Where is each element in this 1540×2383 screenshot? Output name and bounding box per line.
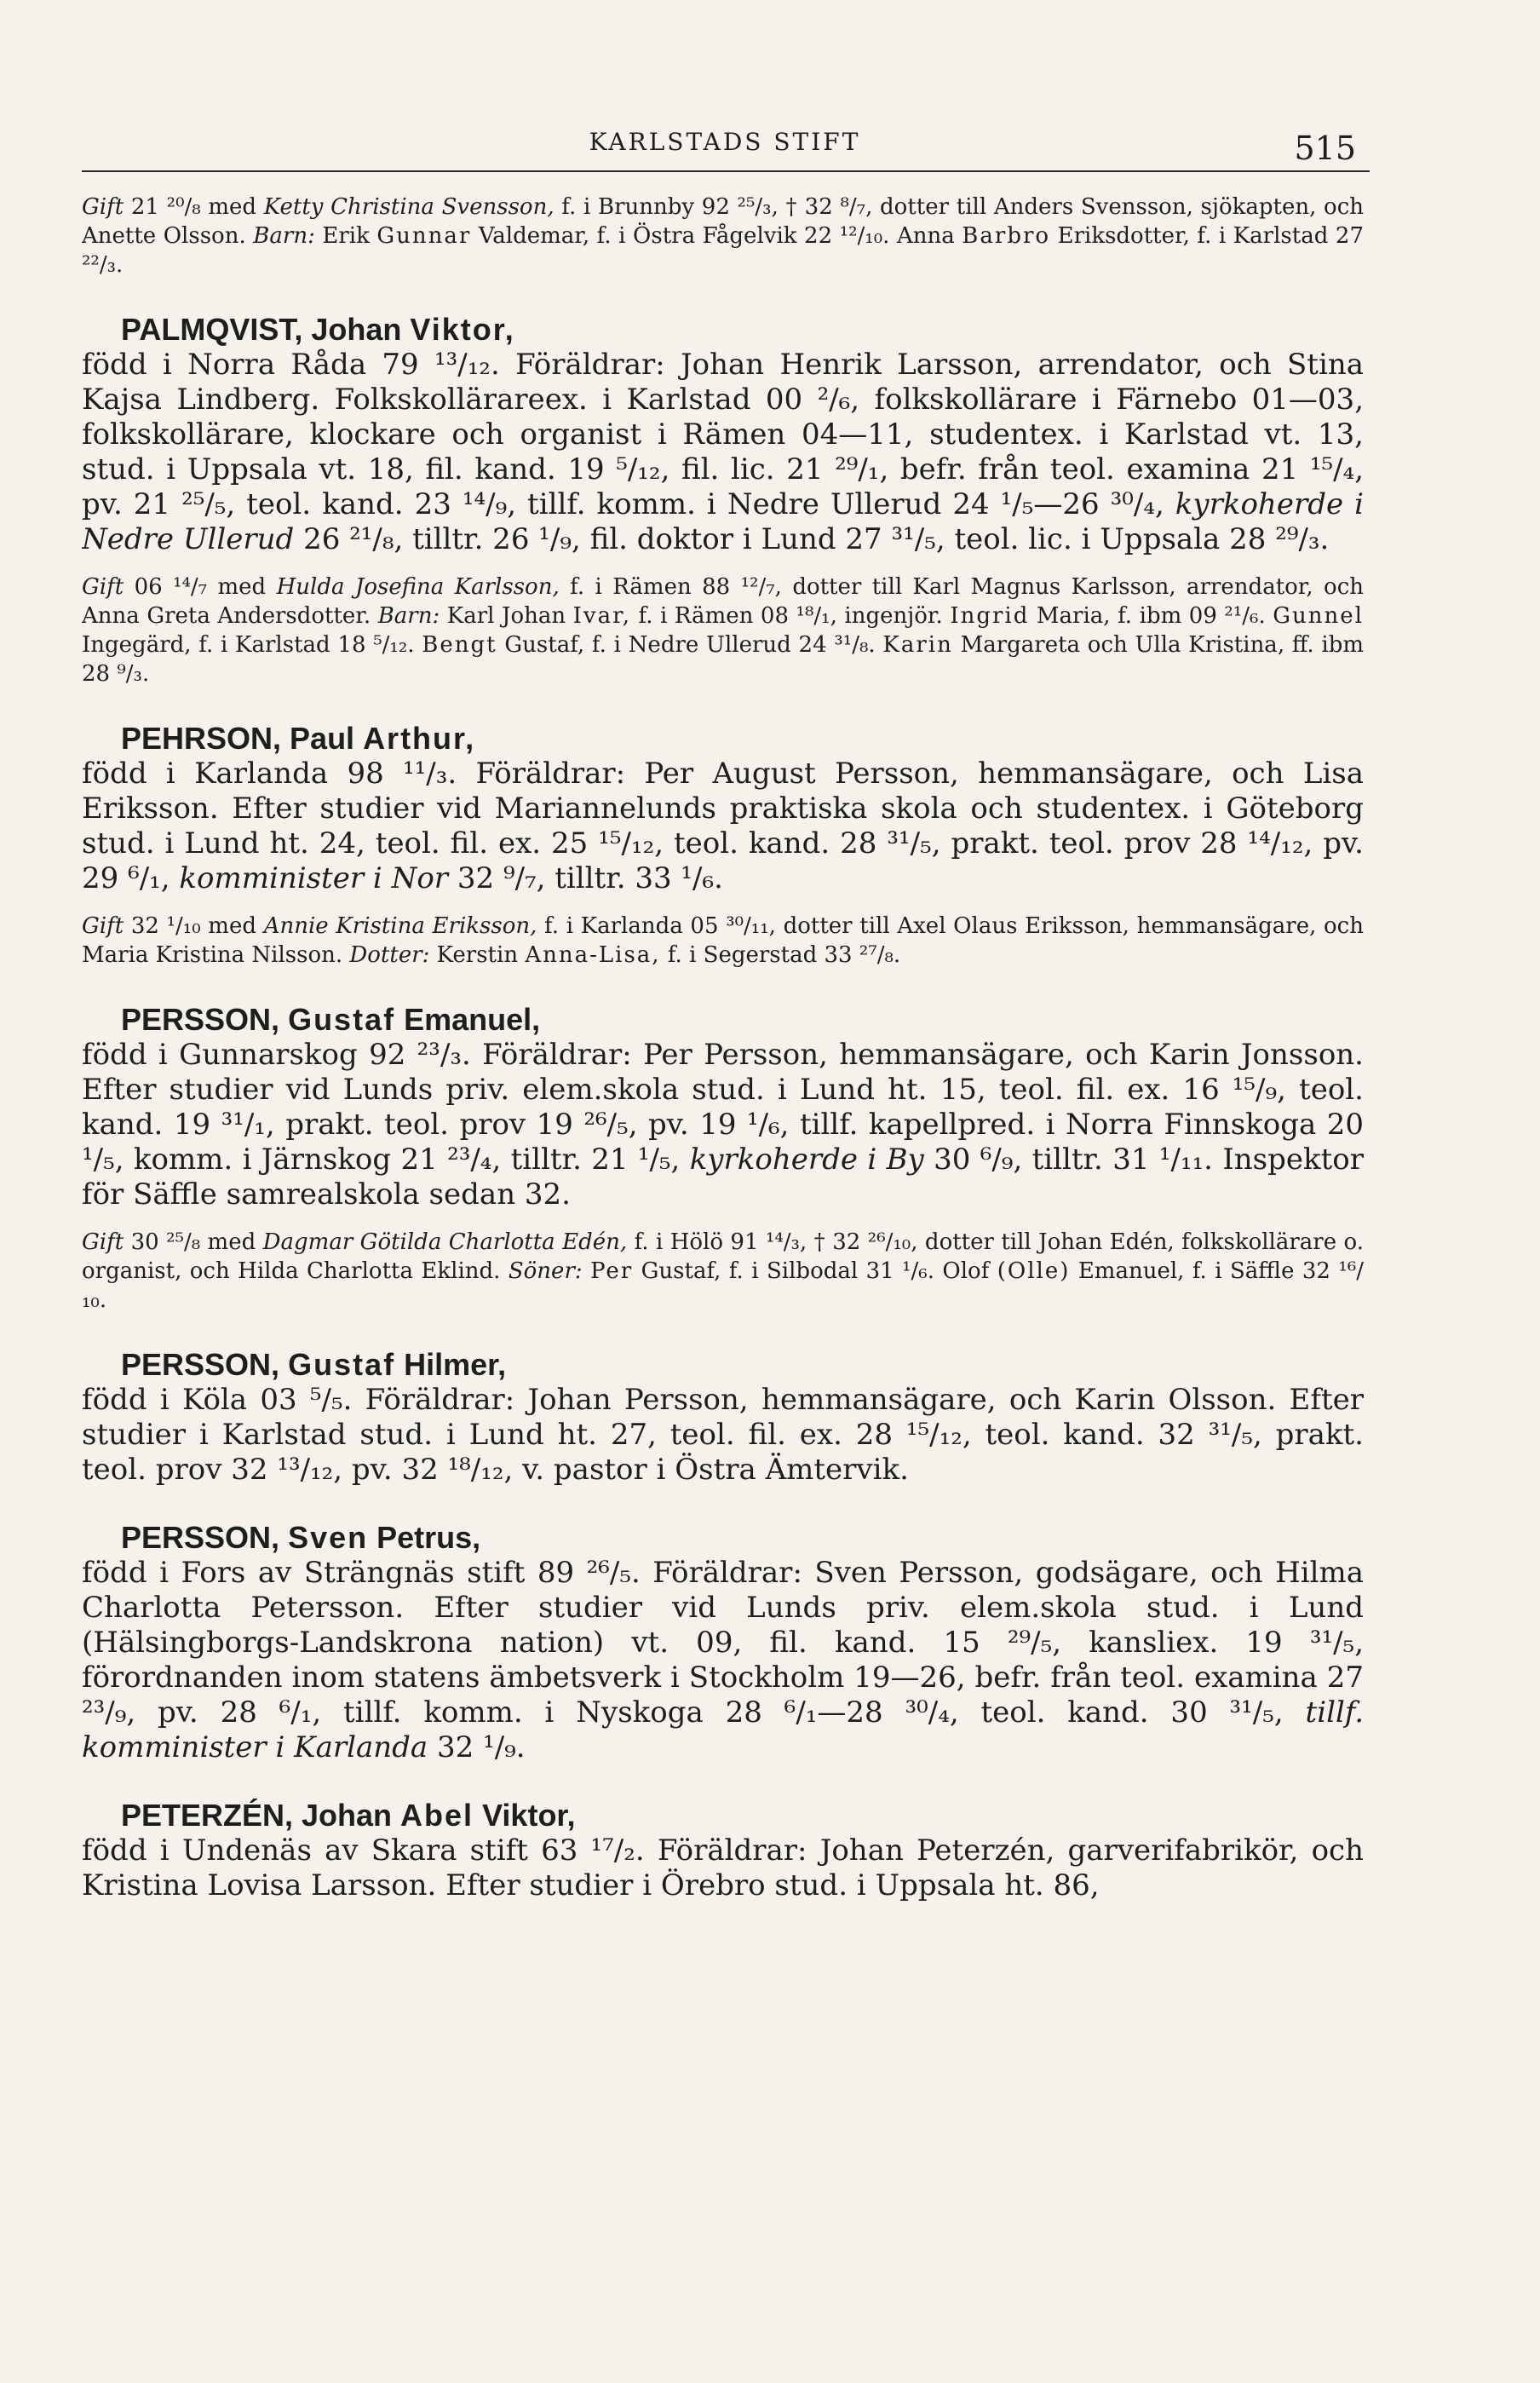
entry-biography: född i Undenäs av Skara stift 63 ¹⁷/₂. Föräldrar: Johan Peterzén, garverifabrikör, och Kristina Lovisa Larsson. Efter studier i Örebro stud. i Uppsala ht. 86, bbox=[82, 1833, 1364, 1902]
entry-name: PEHRSON, Paul Arthur, bbox=[121, 721, 476, 756]
entry-persson-gustaf-hilmer bbox=[82, 1347, 1364, 1488]
entry-name: PERSSON, Gustaf Hilmer, bbox=[121, 1347, 507, 1382]
header-rule bbox=[82, 170, 1370, 172]
page-content bbox=[82, 193, 1364, 2357]
entry-biography: född i Karlanda 98 ¹¹/₃. Föräldrar: Per August Persson, hemmansägare, och Lisa Eriksson. Efter studier vid Mariannelunds praktiska skola och studentex. i Göteborg stud. i Lund ht. 24, teol. fil. ex. 25 ¹⁵/₁₂, teol. kand. 28 ³¹/₅, prakt. teol. prov 28 ¹⁴/₁₂, pv. 29 ⁶/₁, komminister i Nor 32 ⁹/₇, tilltr. 33 ¹/₆. bbox=[82, 757, 1364, 895]
entry-palmqvist bbox=[82, 312, 1364, 688]
gift-label: Gift bbox=[82, 194, 124, 220]
entry-name: PALMQVIST, Johan Viktor, bbox=[121, 312, 515, 347]
entry-biography: född i Norra Råda 79 ¹³/₁₂. Föräldrar: Johan Henrik Larsson, arrendator, och Stina Kajsa Lindberg. Folkskollärareex. i Karlstad 00 ²/₆, folkskollärare i Färnebo 01—03, folkskollärare, klockare och organist i Rämen 04—11, studentex. i Karlstad vt. 13, stud. i Uppsala vt. 18, fil. kand. 19 ⁵/₁₂, fil. lic. 21 ²⁹/₁, befr. från teol. examina 21 ¹⁵/₄, pv. 21 ²⁵/₅, teol. kand. 23 ¹⁴/₉, tillf. komm. i Nedre Ullerud 24 ¹/₅—26 ³⁰/₄, kyrkoherde i Nedre Ullerud 26 ²¹/₈, tilltr. 26 ¹/₉, fil. doktor i Lund 27 ³¹/₅, teol. lic. i Uppsala 28 ²⁹/₃. bbox=[82, 348, 1364, 556]
entry-persson-sven bbox=[82, 1520, 1364, 1765]
entry-biography: född i Köla 03 ⁵/₅. Föräldrar: Johan Persson, hemmansägare, och Karin Olsson. Efter studier i Karlstad stud. i Lund ht. 27, teol. fil. ex. 28 ¹⁵/₁₂, teol. kand. 32 ³¹/₅, prakt. teol. prov 32 ¹³/₁₂, pv. 32 ¹⁸/₁₂, v. pastor i Östra Ämtervik. bbox=[82, 1383, 1364, 1487]
entry-name: PERSSON, Sven Petrus, bbox=[121, 1520, 481, 1555]
entry-family: Gift 32 ¹/₁₀ med Annie Kristina Eriksson, f. i Karlanda 05 ³⁰/₁₁, dotter till Axel Olaus Eriksson, hemmansägare, och Maria Kristina Nilsson. Dotter: Kerstin Anna-Lisa, f. i Segerstad 33 ²⁷/₈. bbox=[82, 913, 1364, 968]
top-fragment: Gift 21 ²⁰/₈ med Ketty Christina Svensson, f. i Brunnby 92 ²⁵/₃, † 32 ⁸/₇, dotter till Anders Svensson, sjökapten, och Anette Olsson. Barn: Erik Gunnar Valdemar, f. i Östra Fågelvik 22 ¹²/₁₀. Anna Barbro Eriksdotter, f. i Karlstad 27 ²²/₃. bbox=[82, 194, 1364, 278]
running-title: KARLSTADS STIFT bbox=[589, 128, 861, 156]
entry-family: Gift 06 ¹⁴/₇ med Hulda Josefina Karlsson, f. i Rämen 88 ¹²/₇, dotter till Karl Magnus Karlsson, arrendator, och Anna Greta Andersdotter. Barn: Karl Johan Ivar, f. i Rämen 08 ¹⁸/₁, ingenjör. Ingrid Maria, f. ibm 09 ²¹/₆. Gunnel Ingegärd, f. i Karlstad 18 ⁵/₁₂. Bengt Gustaf, f. i Nedre Ullerud 24 ³¹/₈. Karin Margareta och Ulla Kristina, ff. ibm 28 ⁹/₃. bbox=[82, 574, 1364, 687]
entry-name: PETERZÉN, Johan Abel Viktor, bbox=[121, 1798, 576, 1833]
running-header bbox=[82, 128, 1368, 169]
entry-peterzen bbox=[82, 1798, 1364, 1903]
page-number: 515 bbox=[1294, 130, 1356, 167]
entry-biography: född i Gunnarskog 92 ²³/₃. Föräldrar: Per Persson, hemmansägare, och Karin Jonsson. Efter studier vid Lunds priv. elem.skola stud. i Lund ht. 15, teol. fil. ex. 16 ¹⁵/₉, teol. kand. 19 ³¹/₁, prakt. teol. prov 19 ²⁶/₅, pv. 19 ¹/₆, tillf. kapellpred. i Norra Finnskoga 20 ¹/₅, komm. i Järnskog 21 ²³/₄, tilltr. 21 ¹/₅, kyrkoherde i By 30 ⁶/₉, tilltr. 31 ¹/₁₁. Inspektor för Säffle samrealskola sedan 32. bbox=[82, 1038, 1364, 1212]
entry-persson-gustaf-emanuel bbox=[82, 1002, 1364, 1315]
entry-family: Gift 30 ²⁵/₈ med Dagmar Götilda Charlotta Edén, f. i Hölö 91 ¹⁴/₃, † 32 ²⁶/₁₀, dotter till Johan Edén, folkskollärare o. organist, och Hilda Charlotta Eklind. Söner: Per Gustaf, f. i Silbodal 31 ¹/₆. Olof (Olle) Emanuel, f. i Säffle 32 ¹⁶/₁₀. bbox=[82, 1229, 1364, 1313]
entry-biography: född i Fors av Strängnäs stift 89 ²⁶/₅. Föräldrar: Sven Persson, godsägare, och Hilma Charlotta Petersson. Efter studier vid Lunds priv. elem.skola stud. i Lund (Hälsingborgs-Landskrona nation) vt. 09, fil. kand. 15 ²⁹/₅, kansliex. 19 ³¹/₅, förordnanden inom statens ämbetsverk i Stockholm 19—26, befr. från teol. examina 27 ²³/₉, pv. 28 ⁶/₁, tillf. komm. i Nyskoga 28 ⁶/₁—28 ³⁰/₄, teol. kand. 30 ³¹/₅, tillf. komminister i Karlanda 32 ¹/₉. bbox=[82, 1556, 1364, 1764]
entry-pehrson bbox=[82, 721, 1364, 970]
entry-name: PERSSON, Gustaf Emanuel, bbox=[121, 1002, 541, 1037]
